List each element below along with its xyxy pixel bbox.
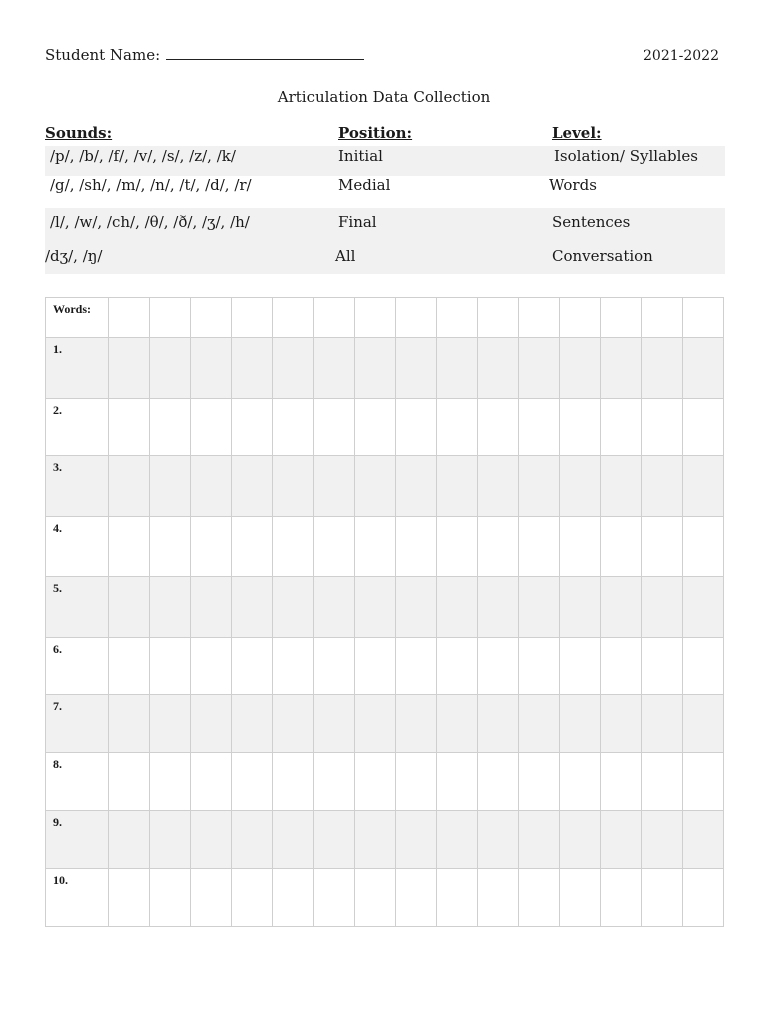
tally-cell[interactable] — [150, 868, 191, 926]
tally-cell[interactable] — [232, 298, 273, 338]
tally-cell[interactable] — [437, 637, 478, 694]
tally-cell[interactable] — [232, 338, 273, 399]
tally-cell[interactable] — [314, 810, 355, 868]
tally-cell[interactable] — [314, 868, 355, 926]
tally-cell[interactable] — [355, 338, 396, 399]
tally-cell[interactable] — [232, 694, 273, 752]
position-cell: Initial — [338, 147, 383, 165]
sounds-cell: /l/, /w/, /ch/, /θ/, /ð/, /ʒ/, /h/ — [50, 213, 250, 231]
tally-cell[interactable] — [273, 637, 314, 694]
tally-cell[interactable] — [191, 517, 232, 577]
tally-cell[interactable] — [355, 456, 396, 517]
tally-cell[interactable] — [273, 810, 314, 868]
tally-cell[interactable] — [519, 399, 560, 456]
tally-cell[interactable] — [642, 868, 683, 926]
row-label: 9. — [46, 810, 109, 868]
row-label: 1. — [46, 338, 109, 399]
tally-cell[interactable] — [150, 577, 191, 637]
info-header — [45, 124, 725, 146]
row-label: 7. — [46, 694, 109, 752]
row-label: 8. — [46, 752, 109, 810]
tally-cell[interactable] — [601, 637, 642, 694]
tally-cell[interactable] — [478, 456, 519, 517]
tally-cell[interactable] — [273, 338, 314, 399]
tally-cell[interactable] — [355, 399, 396, 456]
tally-cell[interactable] — [519, 810, 560, 868]
tally-cell[interactable] — [109, 456, 150, 517]
row-label: 10. — [46, 868, 109, 926]
student-name-label: Student Name: — [45, 46, 161, 64]
tally-cell[interactable] — [314, 752, 355, 810]
tally-cell[interactable] — [642, 577, 683, 637]
tally-cell[interactable] — [560, 694, 601, 752]
tally-cell[interactable] — [560, 810, 601, 868]
tally-cell[interactable] — [314, 298, 355, 338]
sounds-heading: Sounds: — [45, 124, 113, 142]
tally-cell[interactable] — [191, 456, 232, 517]
page-title: Articulation Data Collection — [277, 88, 491, 106]
tally-cell[interactable] — [355, 577, 396, 637]
tally-cell[interactable] — [191, 868, 232, 926]
tally-cell[interactable] — [355, 637, 396, 694]
tally-cell[interactable] — [396, 752, 437, 810]
student-name-field — [45, 46, 364, 64]
tally-cell[interactable] — [601, 868, 642, 926]
grid-row — [46, 338, 724, 399]
level-cell: Sentences — [552, 213, 631, 231]
level-heading: Level: — [552, 124, 602, 142]
tally-cell[interactable] — [642, 399, 683, 456]
tally-cell[interactable] — [519, 752, 560, 810]
tally-cell[interactable] — [191, 577, 232, 637]
tally-cell[interactable] — [355, 752, 396, 810]
tally-cell[interactable] — [314, 577, 355, 637]
tally-cell[interactable] — [273, 752, 314, 810]
tally-cell[interactable] — [396, 298, 437, 338]
tally-cell[interactable] — [314, 694, 355, 752]
grid-row — [46, 694, 724, 752]
tally-cell[interactable] — [437, 868, 478, 926]
tally-cell[interactable] — [601, 298, 642, 338]
tally-cell[interactable] — [191, 298, 232, 338]
tally-cell[interactable] — [437, 456, 478, 517]
tally-cell[interactable] — [273, 298, 314, 338]
tally-cell[interactable] — [519, 517, 560, 577]
level-cell: Conversation — [552, 247, 653, 265]
tally-cell[interactable] — [273, 456, 314, 517]
tally-cell[interactable] — [396, 577, 437, 637]
student-name-line[interactable] — [166, 47, 364, 60]
tally-cell[interactable] — [642, 517, 683, 577]
grid-row — [46, 810, 724, 868]
tally-cell[interactable] — [109, 517, 150, 577]
tally-cell[interactable] — [683, 637, 724, 694]
grid-row — [46, 752, 724, 810]
data-collection-grid — [45, 297, 724, 927]
tally-cell[interactable] — [683, 694, 724, 752]
tally-cell[interactable] — [601, 399, 642, 456]
tally-cell[interactable] — [642, 298, 683, 338]
tally-cell[interactable] — [478, 868, 519, 926]
tally-cell[interactable] — [150, 298, 191, 338]
tally-cell[interactable] — [642, 810, 683, 868]
tally-cell[interactable] — [150, 456, 191, 517]
info-row — [45, 208, 725, 242]
tally-cell[interactable] — [355, 810, 396, 868]
tally-cell[interactable] — [232, 399, 273, 456]
tally-cell[interactable] — [478, 637, 519, 694]
tally-cell[interactable] — [519, 637, 560, 694]
tally-cell[interactable] — [150, 338, 191, 399]
tally-cell[interactable] — [437, 810, 478, 868]
position-cell: All — [335, 247, 356, 265]
tally-cell[interactable] — [437, 399, 478, 456]
tally-cell[interactable] — [396, 456, 437, 517]
sounds-info-table — [45, 124, 725, 274]
tally-cell[interactable] — [560, 456, 601, 517]
row-label: 4. — [46, 517, 109, 577]
tally-cell[interactable] — [273, 517, 314, 577]
tally-cell[interactable] — [519, 298, 560, 338]
tally-cell[interactable] — [560, 298, 601, 338]
tally-cell[interactable] — [150, 517, 191, 577]
tally-cell[interactable] — [601, 338, 642, 399]
level-cell: Isolation/ Syllables — [554, 147, 698, 165]
sounds-cell: /p/, /b/, /f/, /v/, /s/, /z/, /k/ — [50, 147, 236, 165]
tally-cell[interactable] — [355, 694, 396, 752]
tally-cell[interactable] — [683, 298, 724, 338]
tally-cell[interactable] — [273, 694, 314, 752]
tally-cell[interactable] — [232, 517, 273, 577]
tally-cell[interactable] — [519, 338, 560, 399]
tally-cell[interactable] — [601, 517, 642, 577]
row-label: 3. — [46, 456, 109, 517]
tally-cell[interactable] — [191, 338, 232, 399]
tally-cell[interactable] — [396, 399, 437, 456]
row-label: 6. — [46, 637, 109, 694]
tally-cell[interactable] — [232, 577, 273, 637]
tally-cell[interactable] — [560, 868, 601, 926]
tally-cell[interactable] — [150, 637, 191, 694]
tally-cell[interactable] — [396, 868, 437, 926]
tally-cell[interactable] — [437, 577, 478, 637]
grid-row — [46, 577, 724, 637]
tally-cell[interactable] — [314, 517, 355, 577]
tally-cell[interactable] — [683, 517, 724, 577]
tally-cell[interactable] — [437, 752, 478, 810]
info-row — [45, 176, 725, 208]
row-label: Words: — [46, 298, 109, 338]
tally-cell[interactable] — [683, 338, 724, 399]
tally-cell[interactable] — [560, 752, 601, 810]
tally-cell[interactable] — [683, 399, 724, 456]
tally-cell[interactable] — [601, 694, 642, 752]
tally-cell[interactable] — [642, 637, 683, 694]
tally-cell[interactable] — [683, 577, 724, 637]
tally-cell[interactable] — [437, 694, 478, 752]
tally-cell[interactable] — [109, 752, 150, 810]
tally-cell[interactable] — [642, 694, 683, 752]
school-year: 2021-2022 — [643, 48, 719, 64]
tally-cell[interactable] — [232, 868, 273, 926]
tally-cell[interactable] — [560, 637, 601, 694]
tally-cell[interactable] — [519, 868, 560, 926]
tally-cell[interactable] — [314, 456, 355, 517]
tally-cell[interactable] — [519, 456, 560, 517]
tally-cell[interactable] — [519, 577, 560, 637]
tally-cell[interactable] — [396, 637, 437, 694]
tally-cell[interactable] — [109, 577, 150, 637]
grid-row — [46, 456, 724, 517]
tally-cell[interactable] — [683, 752, 724, 810]
grid-row — [46, 868, 724, 926]
tally-cell[interactable] — [109, 868, 150, 926]
tally-cell[interactable] — [642, 338, 683, 399]
tally-cell[interactable] — [109, 694, 150, 752]
tally-cell[interactable] — [437, 338, 478, 399]
tally-cell[interactable] — [601, 810, 642, 868]
tally-cell[interactable] — [191, 694, 232, 752]
tally-cell[interactable] — [478, 752, 519, 810]
row-label: 5. — [46, 577, 109, 637]
tally-cell[interactable] — [232, 456, 273, 517]
tally-cell[interactable] — [642, 752, 683, 810]
tally-cell[interactable] — [150, 694, 191, 752]
tally-cell[interactable] — [560, 399, 601, 456]
info-row — [45, 146, 725, 176]
tally-cell[interactable] — [437, 517, 478, 577]
tally-cell[interactable] — [109, 637, 150, 694]
tally-cell[interactable] — [437, 298, 478, 338]
tally-cell[interactable] — [355, 517, 396, 577]
tally-cell[interactable] — [478, 399, 519, 456]
sounds-cell: /dʒ/, /ŋ/ — [45, 247, 103, 265]
tally-cell[interactable] — [642, 456, 683, 517]
tally-cell[interactable] — [191, 399, 232, 456]
tally-cell[interactable] — [109, 810, 150, 868]
tally-cell[interactable] — [191, 637, 232, 694]
tally-cell[interactable] — [396, 338, 437, 399]
tally-cell[interactable] — [683, 456, 724, 517]
tally-cell[interactable] — [478, 810, 519, 868]
tally-cell[interactable] — [560, 517, 601, 577]
tally-cell[interactable] — [232, 752, 273, 810]
tally-cell[interactable] — [150, 752, 191, 810]
tally-cell[interactable] — [683, 810, 724, 868]
tally-cell[interactable] — [109, 399, 150, 456]
tally-cell[interactable] — [273, 868, 314, 926]
tally-cell[interactable] — [232, 810, 273, 868]
tally-cell[interactable] — [396, 810, 437, 868]
level-cell: Words — [549, 176, 597, 194]
tally-cell[interactable] — [601, 752, 642, 810]
tally-cell[interactable] — [478, 577, 519, 637]
tally-cell[interactable] — [560, 577, 601, 637]
tally-cell[interactable] — [109, 298, 150, 338]
position-heading: Position: — [338, 124, 413, 142]
tally-cell[interactable] — [150, 810, 191, 868]
tally-cell[interactable] — [314, 338, 355, 399]
position-cell: Final — [338, 213, 377, 231]
tally-cell[interactable] — [273, 577, 314, 637]
tally-cell[interactable] — [478, 298, 519, 338]
info-row — [45, 242, 725, 274]
tally-cell[interactable] — [396, 694, 437, 752]
row-label: 2. — [46, 399, 109, 456]
grid-header-row — [46, 298, 724, 338]
grid-row — [46, 399, 724, 456]
tally-cell[interactable] — [191, 752, 232, 810]
tally-cell[interactable] — [150, 399, 191, 456]
tally-cell[interactable] — [314, 637, 355, 694]
tally-cell[interactable] — [478, 517, 519, 577]
tally-cell[interactable] — [560, 338, 601, 399]
position-cell: Medial — [338, 176, 391, 194]
tally-cell[interactable] — [519, 694, 560, 752]
tally-cell[interactable] — [601, 577, 642, 637]
tally-cell[interactable] — [478, 338, 519, 399]
tally-cell[interactable] — [109, 338, 150, 399]
tally-cell[interactable] — [273, 399, 314, 456]
tally-cell[interactable] — [478, 694, 519, 752]
sounds-cell: /g/, /sh/, /m/, /n/, /t/, /d/, /r/ — [50, 176, 252, 194]
tally-cell[interactable] — [601, 456, 642, 517]
tally-cell[interactable] — [396, 517, 437, 577]
grid-row — [46, 637, 724, 694]
grid-row — [46, 517, 724, 577]
tally-cell[interactable] — [355, 868, 396, 926]
tally-cell[interactable] — [683, 868, 724, 926]
tally-cell[interactable] — [191, 810, 232, 868]
tally-cell[interactable] — [314, 399, 355, 456]
tally-cell[interactable] — [355, 298, 396, 338]
tally-cell[interactable] — [232, 637, 273, 694]
